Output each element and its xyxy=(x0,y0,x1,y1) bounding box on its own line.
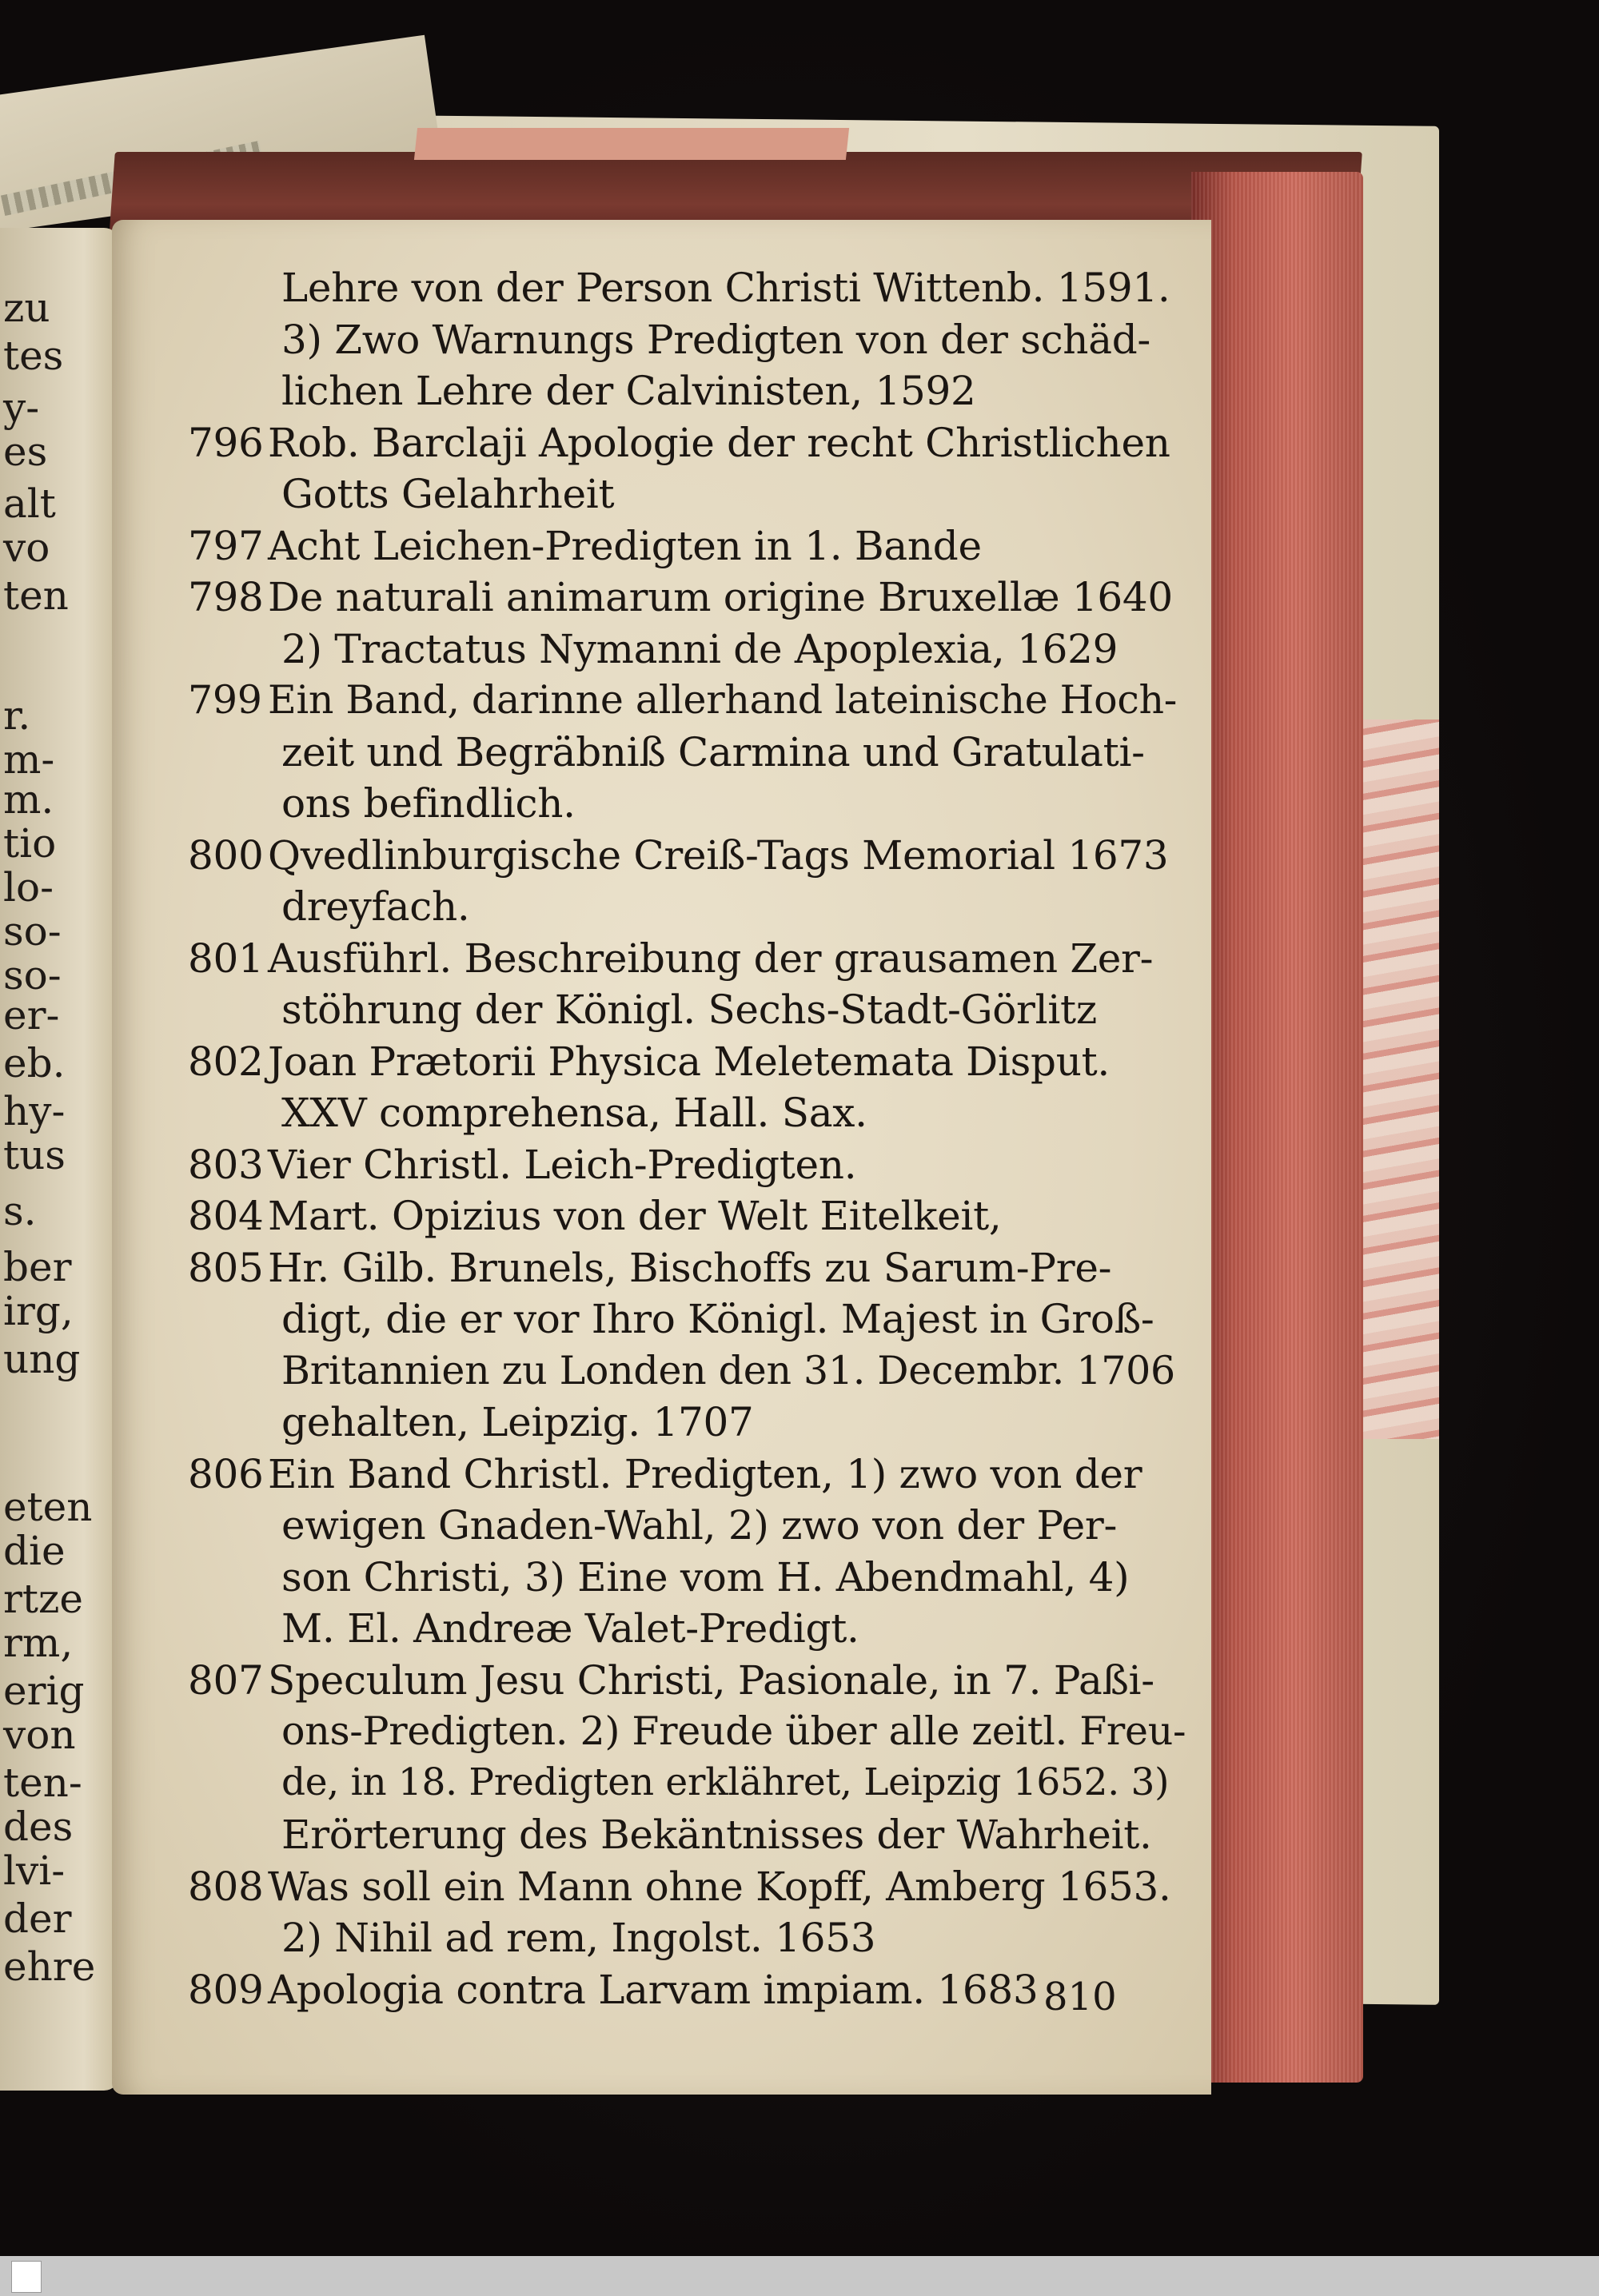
entry-continuation xyxy=(281,625,1119,672)
entry-line xyxy=(188,935,1154,982)
entry-line xyxy=(188,677,1177,723)
entry-text: ons-Predigten. 2) Freude über alle zeitl. Freu- xyxy=(281,1708,1186,1754)
left-page-fragment: m. xyxy=(3,776,54,823)
entry-text: ons befindlich. xyxy=(281,780,576,827)
entry-text: Was soll ein Mann ohne Kopff, Amberg 1653. xyxy=(268,1863,1171,1910)
entry-text: stöhrung der Königl. Sechs-Stadt-Görlitz xyxy=(281,987,1097,1033)
left-page-fragment: s. xyxy=(3,1188,37,1234)
entry-continuation xyxy=(281,1760,1170,1804)
entry-text: 2) Tractatus Nymanni de Apoplexia, 1629 xyxy=(281,625,1119,672)
left-page-fragment: r. xyxy=(3,692,31,739)
left-page-fragment: rtze xyxy=(3,1576,83,1622)
entry-line xyxy=(188,1244,1112,1291)
entry-number: 801 xyxy=(188,935,264,982)
entry-text: Rob. Barclaji Apologie der recht Christlichen xyxy=(268,419,1170,466)
right-page xyxy=(112,220,1211,2095)
entry-continuation xyxy=(281,1347,1175,1393)
entry-text: Apologia contra Larvam impiam. 1683 xyxy=(268,1966,1039,2013)
entry-text: son Christi, 3) Eine vom H. Abendmahl, 4) xyxy=(281,1553,1130,1600)
entry-continuation xyxy=(281,368,976,414)
entry-line xyxy=(188,1193,1002,1239)
entry-number: 809 xyxy=(188,1966,264,2013)
entry-continuation xyxy=(281,471,615,517)
entry-continuation xyxy=(281,1812,1152,1858)
left-page-fragment: es xyxy=(3,429,48,475)
left-page-fragment: lvi- xyxy=(3,1848,66,1894)
entry-number: 800 xyxy=(188,831,264,879)
left-page-fragment: m- xyxy=(3,736,55,783)
left-page-fragment: y- xyxy=(3,385,40,431)
entry-text: Acht Leichen-Predigten in 1. Bande xyxy=(268,522,982,569)
entry-number: 799 xyxy=(188,677,262,723)
entry-line xyxy=(188,1966,1039,2013)
entry-text: Mart. Opizius von der Welt Eitelkeit, xyxy=(268,1193,1002,1239)
left-page-fragment: der xyxy=(3,1895,72,1942)
left-page-fragment: die xyxy=(3,1528,66,1574)
entry-number: 803 xyxy=(188,1141,264,1188)
entry-text: M. El. Andreæ Valet-Predigt. xyxy=(281,1605,859,1652)
left-page-fragment: vo xyxy=(3,524,50,571)
left-page-fragment: so- xyxy=(3,952,62,999)
left-page-fragment: hy- xyxy=(3,1088,66,1134)
left-page-fragment: des xyxy=(3,1804,74,1850)
left-page-fragment: ten xyxy=(3,572,69,619)
entry-text: 2) Nihil ad rem, Ingolst. 1653 xyxy=(281,1915,876,1961)
entry-continuation xyxy=(281,987,1097,1033)
entry-number: 797 xyxy=(188,522,264,569)
left-page-fragment: tus xyxy=(3,1132,66,1178)
entry-line xyxy=(188,1141,857,1188)
left-page-fragment: irg, xyxy=(3,1288,74,1334)
scan-footer-strip xyxy=(0,2256,1599,2296)
entry-text: zeit und Begräbniß Carmina und Gratulati- xyxy=(281,728,1145,775)
entry-continuation xyxy=(281,1399,754,1445)
entry-text: Lehre von der Person Christi Wittenb. 1591. xyxy=(281,265,1170,311)
left-page-fragment: er- xyxy=(3,992,60,1038)
entry-continuation xyxy=(281,1296,1154,1342)
entry-text: Ein Band Christl. Predigten, 1) zwo von der xyxy=(268,1450,1142,1497)
left-page-fragment: erig xyxy=(3,1668,85,1714)
entry-number: 804 xyxy=(188,1193,264,1239)
catalog-entries xyxy=(112,220,1211,2095)
head-edge-highlight xyxy=(414,128,849,160)
entry-continuation xyxy=(281,316,1150,363)
entry-line xyxy=(188,1038,1111,1085)
entry-number: 796 xyxy=(188,419,264,466)
entry-number: 807 xyxy=(188,1656,264,1704)
left-page-fragment: so- xyxy=(3,908,62,955)
library-logo-icon xyxy=(11,2261,42,2293)
entry-line xyxy=(188,1863,1171,1910)
left-page-fragment: tes xyxy=(3,333,64,379)
entry-line xyxy=(188,574,1173,620)
left-page-fragment: tio xyxy=(3,820,57,867)
entry-text: gehalten, Leipzig. 1707 xyxy=(281,1399,754,1445)
entry-continuation xyxy=(281,265,1170,311)
entry-text: Qvedlinburgische Creiß-Tags Memorial 1673 xyxy=(268,831,1169,879)
entry-continuation xyxy=(281,883,470,930)
entry-line xyxy=(188,1450,1142,1497)
entry-text: Joan Prætorii Physica Meletemata Disput. xyxy=(268,1038,1111,1085)
entry-text: Vier Christl. Leich-Predigten. xyxy=(268,1141,857,1188)
entry-text: de, in 18. Predigten erklähret, Leipzig 1652. 3) xyxy=(281,1760,1170,1804)
entry-text: XXV comprehensa, Hall. Sax. xyxy=(281,1090,867,1136)
entry-number: 805 xyxy=(188,1244,264,1291)
entry-text: Speculum Jesu Christi, Pasionale, in 7. Paßi- xyxy=(268,1656,1154,1704)
entry-continuation xyxy=(281,1708,1186,1754)
cover-marbling xyxy=(1351,719,1439,1439)
left-page-fragment: eb. xyxy=(3,1040,66,1086)
entry-continuation xyxy=(281,1553,1130,1600)
left-page-fragment: von xyxy=(3,1712,76,1758)
entry-text: Gotts Gelahrheit xyxy=(281,471,615,517)
left-page-fragment: alt xyxy=(3,480,56,527)
entry-text: De naturali animarum origine Bruxellæ 1640 xyxy=(268,574,1173,620)
entry-continuation xyxy=(281,1090,867,1136)
entry-text: Hr. Gilb. Brunels, Bischoffs zu Sarum-Pre- xyxy=(268,1244,1112,1291)
entry-number: 808 xyxy=(188,1863,264,1910)
left-page-fragment: ehre xyxy=(3,1943,96,1990)
left-page-fragment: rm, xyxy=(3,1620,74,1666)
entry-text: lichen Lehre der Calvinisten, 1592 xyxy=(281,368,976,414)
entry-text: Britannien zu Londen den 31. Decembr. 1706 xyxy=(281,1347,1175,1393)
entry-line xyxy=(188,831,1169,879)
left-page-fragment: lo- xyxy=(3,864,54,911)
entry-number: 802 xyxy=(188,1038,264,1085)
entry-line xyxy=(188,522,982,569)
entry-text: ewigen Gnaden-Wahl, 2) zwo von der Per- xyxy=(281,1502,1118,1549)
left-page-fragment: zu xyxy=(3,285,50,331)
left-page-fragment: eten xyxy=(3,1484,93,1530)
red-fore-edge xyxy=(1191,172,1363,2083)
left-page-fragment: ten- xyxy=(3,1760,82,1806)
entry-continuation xyxy=(281,1502,1118,1549)
entry-line xyxy=(188,419,1170,466)
entry-continuation xyxy=(281,1915,876,1961)
entry-number: 806 xyxy=(188,1450,264,1497)
entry-continuation xyxy=(281,728,1145,775)
entry-continuation xyxy=(281,1605,859,1652)
entry-text: 3) Zwo Warnungs Predigten von der schäd- xyxy=(281,316,1150,363)
left-page-edge xyxy=(0,228,120,2091)
entry-text: Ein Band, darinne allerhand lateinische Hoch- xyxy=(268,677,1177,723)
entry-continuation xyxy=(281,780,576,827)
entry-line xyxy=(188,1656,1154,1704)
catchword: 810 xyxy=(1043,1975,1117,2019)
entry-text: digt, die er vor Ihro Königl. Majest in Groß- xyxy=(281,1296,1154,1342)
entry-text: Erörterung des Bekäntnisses der Wahrheit. xyxy=(281,1812,1152,1858)
left-page-fragment: ber xyxy=(3,1244,72,1290)
entry-text: dreyfach. xyxy=(281,883,470,930)
entry-text: Ausführl. Beschreibung der grausamen Zer- xyxy=(268,935,1154,982)
left-page-fragment: ung xyxy=(3,1336,81,1382)
entry-number: 798 xyxy=(188,574,264,620)
